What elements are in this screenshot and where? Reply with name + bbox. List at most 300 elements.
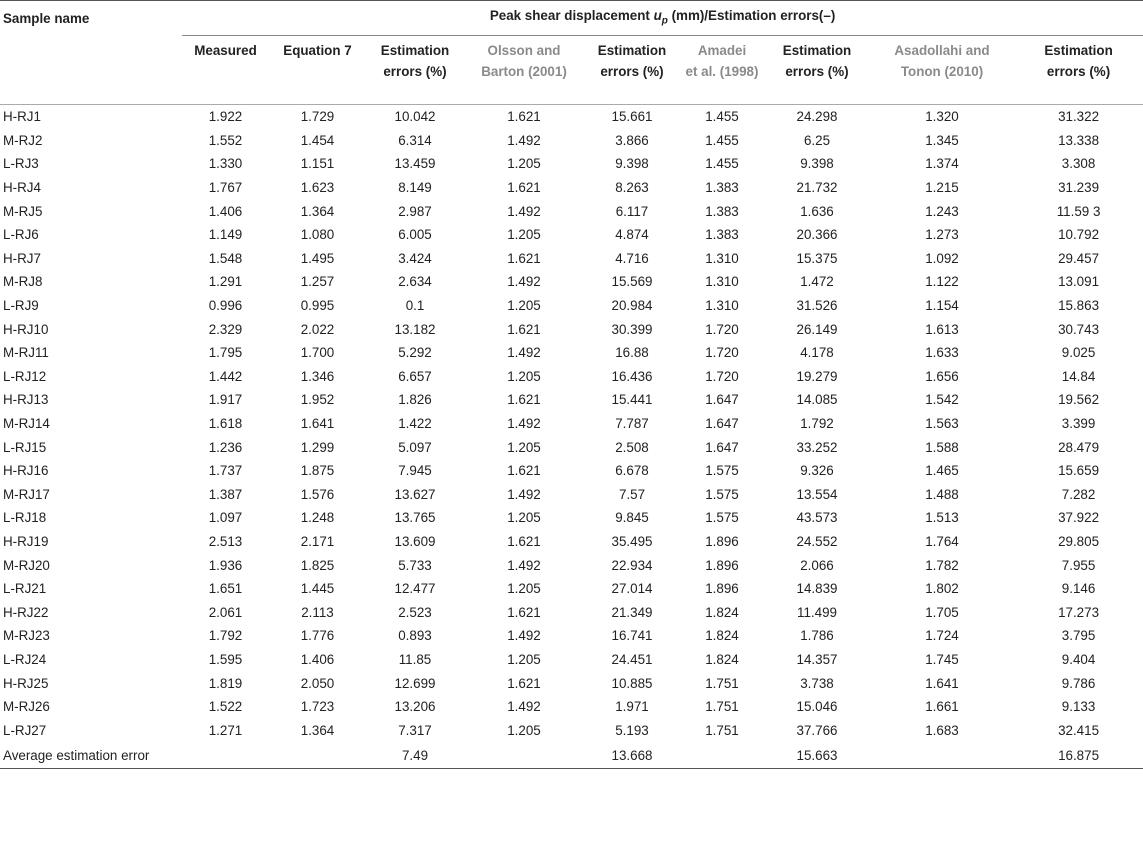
value-cell: 1.656 bbox=[925, 368, 959, 384]
value-cell: 11.499 bbox=[797, 604, 837, 620]
value-cell: 37.766 bbox=[796, 722, 838, 738]
value-cell: 1.896 bbox=[705, 581, 739, 597]
value-cell: 1.406 bbox=[300, 651, 335, 667]
value-cell: 1.724 bbox=[925, 628, 959, 644]
value-cell: 1.122 bbox=[925, 274, 959, 290]
value-cell: 1.751 bbox=[705, 675, 739, 691]
value-cell: 13.338 bbox=[1058, 132, 1100, 148]
column-header-line1: Estimation bbox=[782, 43, 852, 58]
value-cell: 1.647 bbox=[705, 392, 739, 408]
sample-name-header: Sample name bbox=[0, 1, 182, 36]
value-cell: 16.88 bbox=[615, 345, 649, 361]
sample-name-cell: H-RJ1 bbox=[3, 109, 41, 125]
value-cell: 13.609 bbox=[394, 533, 436, 549]
value-cell: 1.819 bbox=[208, 675, 243, 691]
column-header-line1: Amadei bbox=[697, 43, 747, 58]
sample-name-cell: H-RJ19 bbox=[3, 533, 49, 549]
value-cell: 1.636 bbox=[800, 203, 834, 219]
value-cell: 1.936 bbox=[208, 557, 243, 573]
table-row bbox=[0, 577, 1143, 601]
value-cell: 32.415 bbox=[1058, 722, 1100, 738]
column-header-line1: Estimation bbox=[597, 43, 667, 58]
value-cell: 1.320 bbox=[925, 109, 959, 125]
value-cell: 5.097 bbox=[398, 439, 432, 455]
value-cell: 13.182 bbox=[394, 321, 436, 337]
value-cell: 6.678 bbox=[615, 463, 649, 479]
value-cell: 1.465 bbox=[925, 463, 959, 479]
value-cell: 2.061 bbox=[208, 604, 243, 620]
value-cell: 1.205 bbox=[507, 298, 541, 314]
value-cell: 1.151 bbox=[300, 156, 335, 172]
table-row bbox=[0, 247, 1143, 271]
value-cell: 1.346 bbox=[300, 368, 335, 384]
value-cell: 21.732 bbox=[796, 180, 838, 196]
value-cell: 1.243 bbox=[925, 203, 959, 219]
value-cell: 1.513 bbox=[925, 510, 959, 526]
value-cell: 16.436 bbox=[611, 368, 653, 384]
value-cell: 33.252 bbox=[796, 439, 838, 455]
value-cell: 1.729 bbox=[300, 109, 335, 125]
value-cell: 7.57 bbox=[618, 486, 646, 502]
value-cell: 1.205 bbox=[507, 227, 541, 243]
value-cell: 9.845 bbox=[615, 510, 649, 526]
value-cell: 3.795 bbox=[1061, 628, 1096, 644]
group-title-sub: p bbox=[661, 15, 668, 27]
value-cell: 1.595 bbox=[208, 651, 243, 667]
value-cell: 1.310 bbox=[705, 274, 739, 290]
average-value-cell bbox=[182, 742, 269, 769]
value-cell: 1.647 bbox=[705, 416, 739, 432]
value-cell: 9.398 bbox=[800, 156, 834, 172]
value-cell: 8.149 bbox=[398, 180, 432, 196]
column-header-3 bbox=[366, 36, 464, 105]
value-cell: 1.383 bbox=[705, 180, 739, 196]
value-cell: 15.046 bbox=[796, 699, 838, 715]
value-cell: 20.984 bbox=[611, 298, 653, 314]
value-cell: 1.720 bbox=[705, 368, 739, 384]
table-row bbox=[0, 624, 1143, 648]
value-cell: 1.824 bbox=[705, 651, 739, 667]
value-cell: 1.495 bbox=[300, 250, 335, 266]
value-cell: 1.542 bbox=[925, 392, 959, 408]
value-cell: 3.738 bbox=[800, 675, 834, 691]
table-row bbox=[0, 435, 1143, 459]
value-cell: 1.492 bbox=[507, 274, 541, 290]
sample-name-cell: H-RJ13 bbox=[3, 392, 49, 408]
column-header-line1: Estimation bbox=[380, 43, 450, 58]
sample-name-cell: M-RJ5 bbox=[3, 203, 43, 219]
value-cell: 31.239 bbox=[1058, 180, 1100, 196]
value-cell: 1.641 bbox=[300, 416, 335, 432]
value-cell: 1.621 bbox=[507, 463, 541, 479]
sample-name-cell: L-RJ21 bbox=[3, 581, 47, 597]
value-cell: 22.934 bbox=[611, 557, 653, 573]
value-cell: 1.621 bbox=[507, 675, 541, 691]
table-row bbox=[0, 199, 1143, 223]
average-value-cell: 15.663 bbox=[764, 742, 870, 769]
value-cell: 26.149 bbox=[796, 321, 838, 337]
sample-name-cell: L-RJ6 bbox=[3, 227, 39, 243]
value-cell: 28.479 bbox=[1058, 439, 1100, 455]
value-cell: 15.863 bbox=[1058, 298, 1100, 314]
value-cell: 1.492 bbox=[507, 557, 541, 573]
value-cell: 7.282 bbox=[1061, 486, 1096, 502]
value-cell: 19.562 bbox=[1058, 392, 1100, 408]
value-cell: 1.621 bbox=[507, 604, 541, 620]
value-cell: 1.442 bbox=[208, 368, 243, 384]
value-cell: 7.317 bbox=[398, 722, 432, 738]
average-value-cell: 16.875 bbox=[1014, 742, 1143, 769]
sample-name-cell: H-RJ16 bbox=[3, 463, 49, 479]
value-cell: 1.825 bbox=[300, 557, 335, 573]
value-cell: 31.526 bbox=[796, 298, 838, 314]
value-cell: 1.767 bbox=[208, 180, 243, 196]
sample-name-cell: M-RJ20 bbox=[3, 557, 50, 573]
value-cell: 10.792 bbox=[1058, 227, 1100, 243]
value-cell: 1.576 bbox=[300, 486, 335, 502]
group-title-var: u bbox=[653, 7, 662, 23]
value-cell: 29.805 bbox=[1058, 533, 1100, 549]
value-cell: 0.893 bbox=[398, 628, 432, 644]
value-cell: 1.205 bbox=[507, 156, 541, 172]
value-cell: 10.885 bbox=[611, 675, 653, 691]
value-cell: 1.205 bbox=[507, 581, 541, 597]
value-cell: 0.996 bbox=[208, 298, 243, 314]
table-row bbox=[0, 412, 1143, 436]
value-cell: 1.205 bbox=[507, 651, 541, 667]
value-cell: 1.792 bbox=[800, 416, 834, 432]
value-cell: 1.406 bbox=[208, 203, 243, 219]
value-cell: 15.569 bbox=[611, 274, 653, 290]
value-cell: 2.987 bbox=[398, 203, 432, 219]
average-value-cell bbox=[870, 742, 1014, 769]
value-cell: 13.091 bbox=[1058, 274, 1100, 290]
column-header-line1: Measured bbox=[194, 43, 257, 58]
value-cell: 2.508 bbox=[615, 439, 649, 455]
sample-name-cell: H-RJ22 bbox=[3, 604, 49, 620]
table-row bbox=[0, 105, 1143, 129]
average-value-cell bbox=[269, 742, 366, 769]
value-cell: 1.552 bbox=[208, 132, 243, 148]
value-cell: 1.310 bbox=[705, 298, 739, 314]
value-cell: 1.621 bbox=[507, 180, 541, 196]
value-cell: 1.633 bbox=[925, 345, 959, 361]
value-cell: 1.575 bbox=[705, 510, 739, 526]
value-cell: 1.618 bbox=[208, 416, 243, 432]
value-cell: 1.492 bbox=[507, 132, 541, 148]
value-cell: 24.552 bbox=[796, 533, 838, 549]
value-cell: 1.621 bbox=[507, 109, 541, 125]
column-header-line1: Olsson and bbox=[487, 43, 561, 58]
value-cell: 9.025 bbox=[1061, 345, 1096, 361]
value-cell: 1.310 bbox=[705, 250, 739, 266]
table-row bbox=[0, 530, 1143, 554]
column-header-2 bbox=[269, 36, 366, 105]
value-cell: 1.492 bbox=[507, 416, 541, 432]
value-cell: 11.85 bbox=[398, 651, 432, 667]
value-cell: 1.613 bbox=[925, 321, 959, 337]
value-cell: 12.477 bbox=[394, 581, 436, 597]
value-cell: 35.495 bbox=[611, 533, 653, 549]
value-cell: 1.723 bbox=[300, 699, 335, 715]
value-cell: 2.634 bbox=[398, 274, 432, 290]
value-cell: 37.922 bbox=[1058, 510, 1100, 526]
value-cell: 1.745 bbox=[925, 651, 959, 667]
value-cell: 1.575 bbox=[705, 463, 739, 479]
value-cell: 1.273 bbox=[925, 227, 959, 243]
table-row bbox=[0, 270, 1143, 294]
value-cell: 24.298 bbox=[796, 109, 838, 125]
value-cell: 1.236 bbox=[208, 439, 243, 455]
sample-name-cell: M-RJ17 bbox=[3, 486, 50, 502]
value-cell: 1.952 bbox=[300, 392, 335, 408]
table-row bbox=[0, 695, 1143, 719]
value-cell: 13.206 bbox=[394, 699, 436, 715]
column-header-7 bbox=[764, 36, 870, 105]
table-row bbox=[0, 365, 1143, 389]
column-header-line1: Asadollahi and bbox=[894, 43, 990, 58]
value-cell: 1.548 bbox=[208, 250, 243, 266]
value-cell: 1.896 bbox=[705, 533, 739, 549]
sample-name-cell: L-RJ24 bbox=[3, 651, 47, 667]
value-cell: 7.955 bbox=[1061, 557, 1096, 573]
value-cell: 2.022 bbox=[300, 321, 335, 337]
value-cell: 1.215 bbox=[925, 180, 959, 196]
value-cell: 1.248 bbox=[300, 510, 335, 526]
column-header-line2: errors (%) bbox=[1046, 64, 1111, 79]
sample-name-cell: M-RJ11 bbox=[3, 345, 49, 361]
value-cell: 27.014 bbox=[611, 581, 653, 597]
value-cell: 2.329 bbox=[208, 321, 243, 337]
table-row bbox=[0, 483, 1143, 507]
table-row bbox=[0, 294, 1143, 318]
value-cell: 1.802 bbox=[925, 581, 959, 597]
column-header-line2: errors (%) bbox=[785, 64, 849, 79]
value-cell: 1.826 bbox=[398, 392, 432, 408]
value-cell: 1.374 bbox=[925, 156, 959, 172]
value-cell: 4.716 bbox=[615, 250, 649, 266]
value-cell: 1.786 bbox=[800, 628, 834, 644]
sample-name-cell: L-RJ18 bbox=[3, 510, 47, 526]
value-cell: 1.454 bbox=[300, 132, 335, 148]
value-cell: 24.451 bbox=[611, 651, 653, 667]
value-cell: 1.792 bbox=[208, 628, 243, 644]
value-cell: 19.279 bbox=[796, 368, 838, 384]
value-cell: 5.193 bbox=[615, 722, 649, 738]
table-row bbox=[0, 176, 1143, 200]
value-cell: 2.066 bbox=[800, 557, 834, 573]
value-cell: 1.455 bbox=[705, 132, 739, 148]
empty-header-cell bbox=[0, 36, 182, 105]
value-cell: 43.573 bbox=[796, 510, 838, 526]
sample-name-cell: H-RJ25 bbox=[3, 675, 49, 691]
value-cell: 1.563 bbox=[925, 416, 959, 432]
table-row bbox=[0, 223, 1143, 247]
value-cell: 1.383 bbox=[705, 203, 739, 219]
value-cell: 4.874 bbox=[615, 227, 649, 243]
sample-name-cell: M-RJ2 bbox=[3, 132, 43, 148]
value-cell: 7.945 bbox=[398, 463, 432, 479]
sample-name-cell: L-RJ27 bbox=[3, 722, 47, 738]
value-cell: 1.364 bbox=[300, 722, 335, 738]
value-cell: 3.399 bbox=[1061, 416, 1096, 432]
column-header-row bbox=[0, 36, 1143, 105]
column-header-line2: et al. (1998) bbox=[685, 64, 759, 79]
value-cell: 7.787 bbox=[615, 416, 649, 432]
value-cell: 1.922 bbox=[208, 109, 243, 125]
value-cell: 1.875 bbox=[300, 463, 335, 479]
sample-name-cell: M-RJ23 bbox=[3, 628, 50, 644]
table-row bbox=[0, 506, 1143, 530]
column-header-line1: Equation 7 bbox=[283, 43, 352, 58]
value-cell: 3.424 bbox=[398, 250, 432, 266]
value-cell: 13.459 bbox=[394, 156, 436, 172]
value-cell: 15.659 bbox=[1058, 463, 1100, 479]
value-cell: 1.588 bbox=[925, 439, 959, 455]
value-cell: 1.271 bbox=[208, 722, 243, 738]
value-cell: 1.092 bbox=[925, 250, 959, 266]
value-cell: 9.146 bbox=[1061, 581, 1096, 597]
sample-name-cell: L-RJ12 bbox=[3, 368, 47, 384]
value-cell: 1.621 bbox=[507, 392, 541, 408]
value-cell: 11.59 3 bbox=[1056, 203, 1101, 219]
value-cell: 14.839 bbox=[796, 581, 838, 597]
value-cell: 1.445 bbox=[300, 581, 335, 597]
value-cell: 1.149 bbox=[208, 227, 243, 243]
value-cell: 1.621 bbox=[507, 533, 541, 549]
average-value-cell: 7.49 bbox=[366, 742, 464, 769]
value-cell: 1.422 bbox=[398, 416, 432, 432]
table-body bbox=[0, 105, 1143, 769]
value-cell: 29.457 bbox=[1058, 250, 1100, 266]
column-header-8 bbox=[870, 36, 1014, 105]
sample-name-cell: M-RJ26 bbox=[3, 699, 50, 715]
column-header-line2: Barton (2001) bbox=[481, 64, 567, 79]
value-cell: 4.178 bbox=[800, 345, 834, 361]
value-cell: 1.737 bbox=[208, 463, 243, 479]
column-header-4 bbox=[464, 36, 584, 105]
value-cell: 2.523 bbox=[398, 604, 432, 620]
value-cell: 1.971 bbox=[615, 699, 649, 715]
value-cell: 15.375 bbox=[796, 250, 838, 266]
column-header-line2: errors (%) bbox=[383, 64, 447, 79]
value-cell: 15.661 bbox=[611, 109, 653, 125]
value-cell: 8.263 bbox=[615, 180, 649, 196]
value-cell: 1.299 bbox=[300, 439, 335, 455]
column-header-5 bbox=[584, 36, 680, 105]
value-cell: 30.743 bbox=[1058, 321, 1100, 337]
value-cell: 1.751 bbox=[705, 699, 739, 715]
value-cell: 13.627 bbox=[394, 486, 436, 502]
value-cell: 5.292 bbox=[398, 345, 432, 361]
value-cell: 6.657 bbox=[398, 368, 432, 384]
value-cell: 1.651 bbox=[208, 581, 243, 597]
value-cell: 1.683 bbox=[925, 722, 959, 738]
value-cell: 16.741 bbox=[611, 628, 653, 644]
average-row bbox=[0, 742, 1143, 769]
value-cell: 20.366 bbox=[796, 227, 838, 243]
value-cell: 21.349 bbox=[611, 604, 653, 620]
value-cell: 6.314 bbox=[398, 132, 432, 148]
value-cell: 1.455 bbox=[705, 156, 739, 172]
value-cell: 1.488 bbox=[925, 486, 959, 502]
group-title-post: (mm)/Estimation errors(–) bbox=[667, 7, 836, 23]
table-row bbox=[0, 459, 1143, 483]
average-value-cell bbox=[464, 742, 584, 769]
value-cell: 1.205 bbox=[507, 722, 541, 738]
value-cell: 12.699 bbox=[394, 675, 436, 691]
column-header-line1: Estimation bbox=[1044, 43, 1113, 58]
table-row bbox=[0, 553, 1143, 577]
value-cell: 31.322 bbox=[1058, 109, 1100, 125]
sample-name-cell: H-RJ7 bbox=[3, 250, 41, 266]
value-cell: 1.824 bbox=[705, 628, 739, 644]
value-cell: 1.205 bbox=[507, 368, 541, 384]
table-row bbox=[0, 317, 1143, 341]
value-cell: 3.308 bbox=[1061, 156, 1096, 172]
table-row bbox=[0, 671, 1143, 695]
sample-name-cell: L-RJ15 bbox=[3, 439, 47, 455]
value-cell: 1.764 bbox=[925, 533, 959, 549]
column-header-6 bbox=[680, 36, 764, 105]
value-cell: 1.257 bbox=[300, 274, 335, 290]
value-cell: 1.575 bbox=[705, 486, 739, 502]
value-cell: 1.080 bbox=[300, 227, 335, 243]
value-cell: 1.917 bbox=[208, 392, 243, 408]
sample-name-cell: M-RJ8 bbox=[3, 274, 43, 290]
value-cell: 0.995 bbox=[300, 298, 335, 314]
table-row bbox=[0, 600, 1143, 624]
value-cell: 9.133 bbox=[1061, 699, 1096, 715]
value-cell: 6.25 bbox=[803, 132, 831, 148]
value-cell: 1.364 bbox=[300, 203, 335, 219]
value-cell: 2.513 bbox=[208, 533, 243, 549]
value-cell: 1.896 bbox=[705, 557, 739, 573]
column-header-9 bbox=[1014, 36, 1143, 105]
value-cell: 6.117 bbox=[615, 203, 649, 219]
value-cell: 1.492 bbox=[507, 345, 541, 361]
table-row bbox=[0, 388, 1143, 412]
value-cell: 9.398 bbox=[615, 156, 649, 172]
sample-name-cell: H-RJ10 bbox=[3, 321, 49, 337]
value-cell: 1.522 bbox=[208, 699, 243, 715]
value-cell: 1.492 bbox=[507, 486, 541, 502]
value-cell: 1.720 bbox=[705, 345, 739, 361]
value-cell: 1.705 bbox=[925, 604, 959, 620]
value-cell: 6.005 bbox=[398, 227, 432, 243]
table-row bbox=[0, 152, 1143, 176]
value-cell: 1.751 bbox=[705, 722, 739, 738]
value-cell: 1.700 bbox=[300, 345, 335, 361]
column-header-1 bbox=[182, 36, 269, 105]
sample-name-cell: H-RJ4 bbox=[3, 180, 41, 196]
value-cell: 13.765 bbox=[394, 510, 436, 526]
value-cell: 2.050 bbox=[300, 675, 335, 691]
value-cell: 1.205 bbox=[507, 510, 541, 526]
value-cell: 1.154 bbox=[925, 298, 959, 314]
value-cell: 1.097 bbox=[208, 510, 243, 526]
column-header-line2: errors (%) bbox=[600, 64, 664, 79]
value-cell: 1.647 bbox=[705, 439, 739, 455]
value-cell: 13.554 bbox=[796, 486, 838, 502]
value-cell: 1.776 bbox=[300, 628, 335, 644]
value-cell: 1.492 bbox=[507, 203, 541, 219]
value-cell: 15.441 bbox=[611, 392, 653, 408]
value-cell: 1.383 bbox=[705, 227, 739, 243]
value-cell: 14.84 bbox=[1061, 368, 1096, 384]
value-cell: 17.273 bbox=[1058, 604, 1100, 620]
sample-name-cell: M-RJ14 bbox=[3, 416, 50, 432]
